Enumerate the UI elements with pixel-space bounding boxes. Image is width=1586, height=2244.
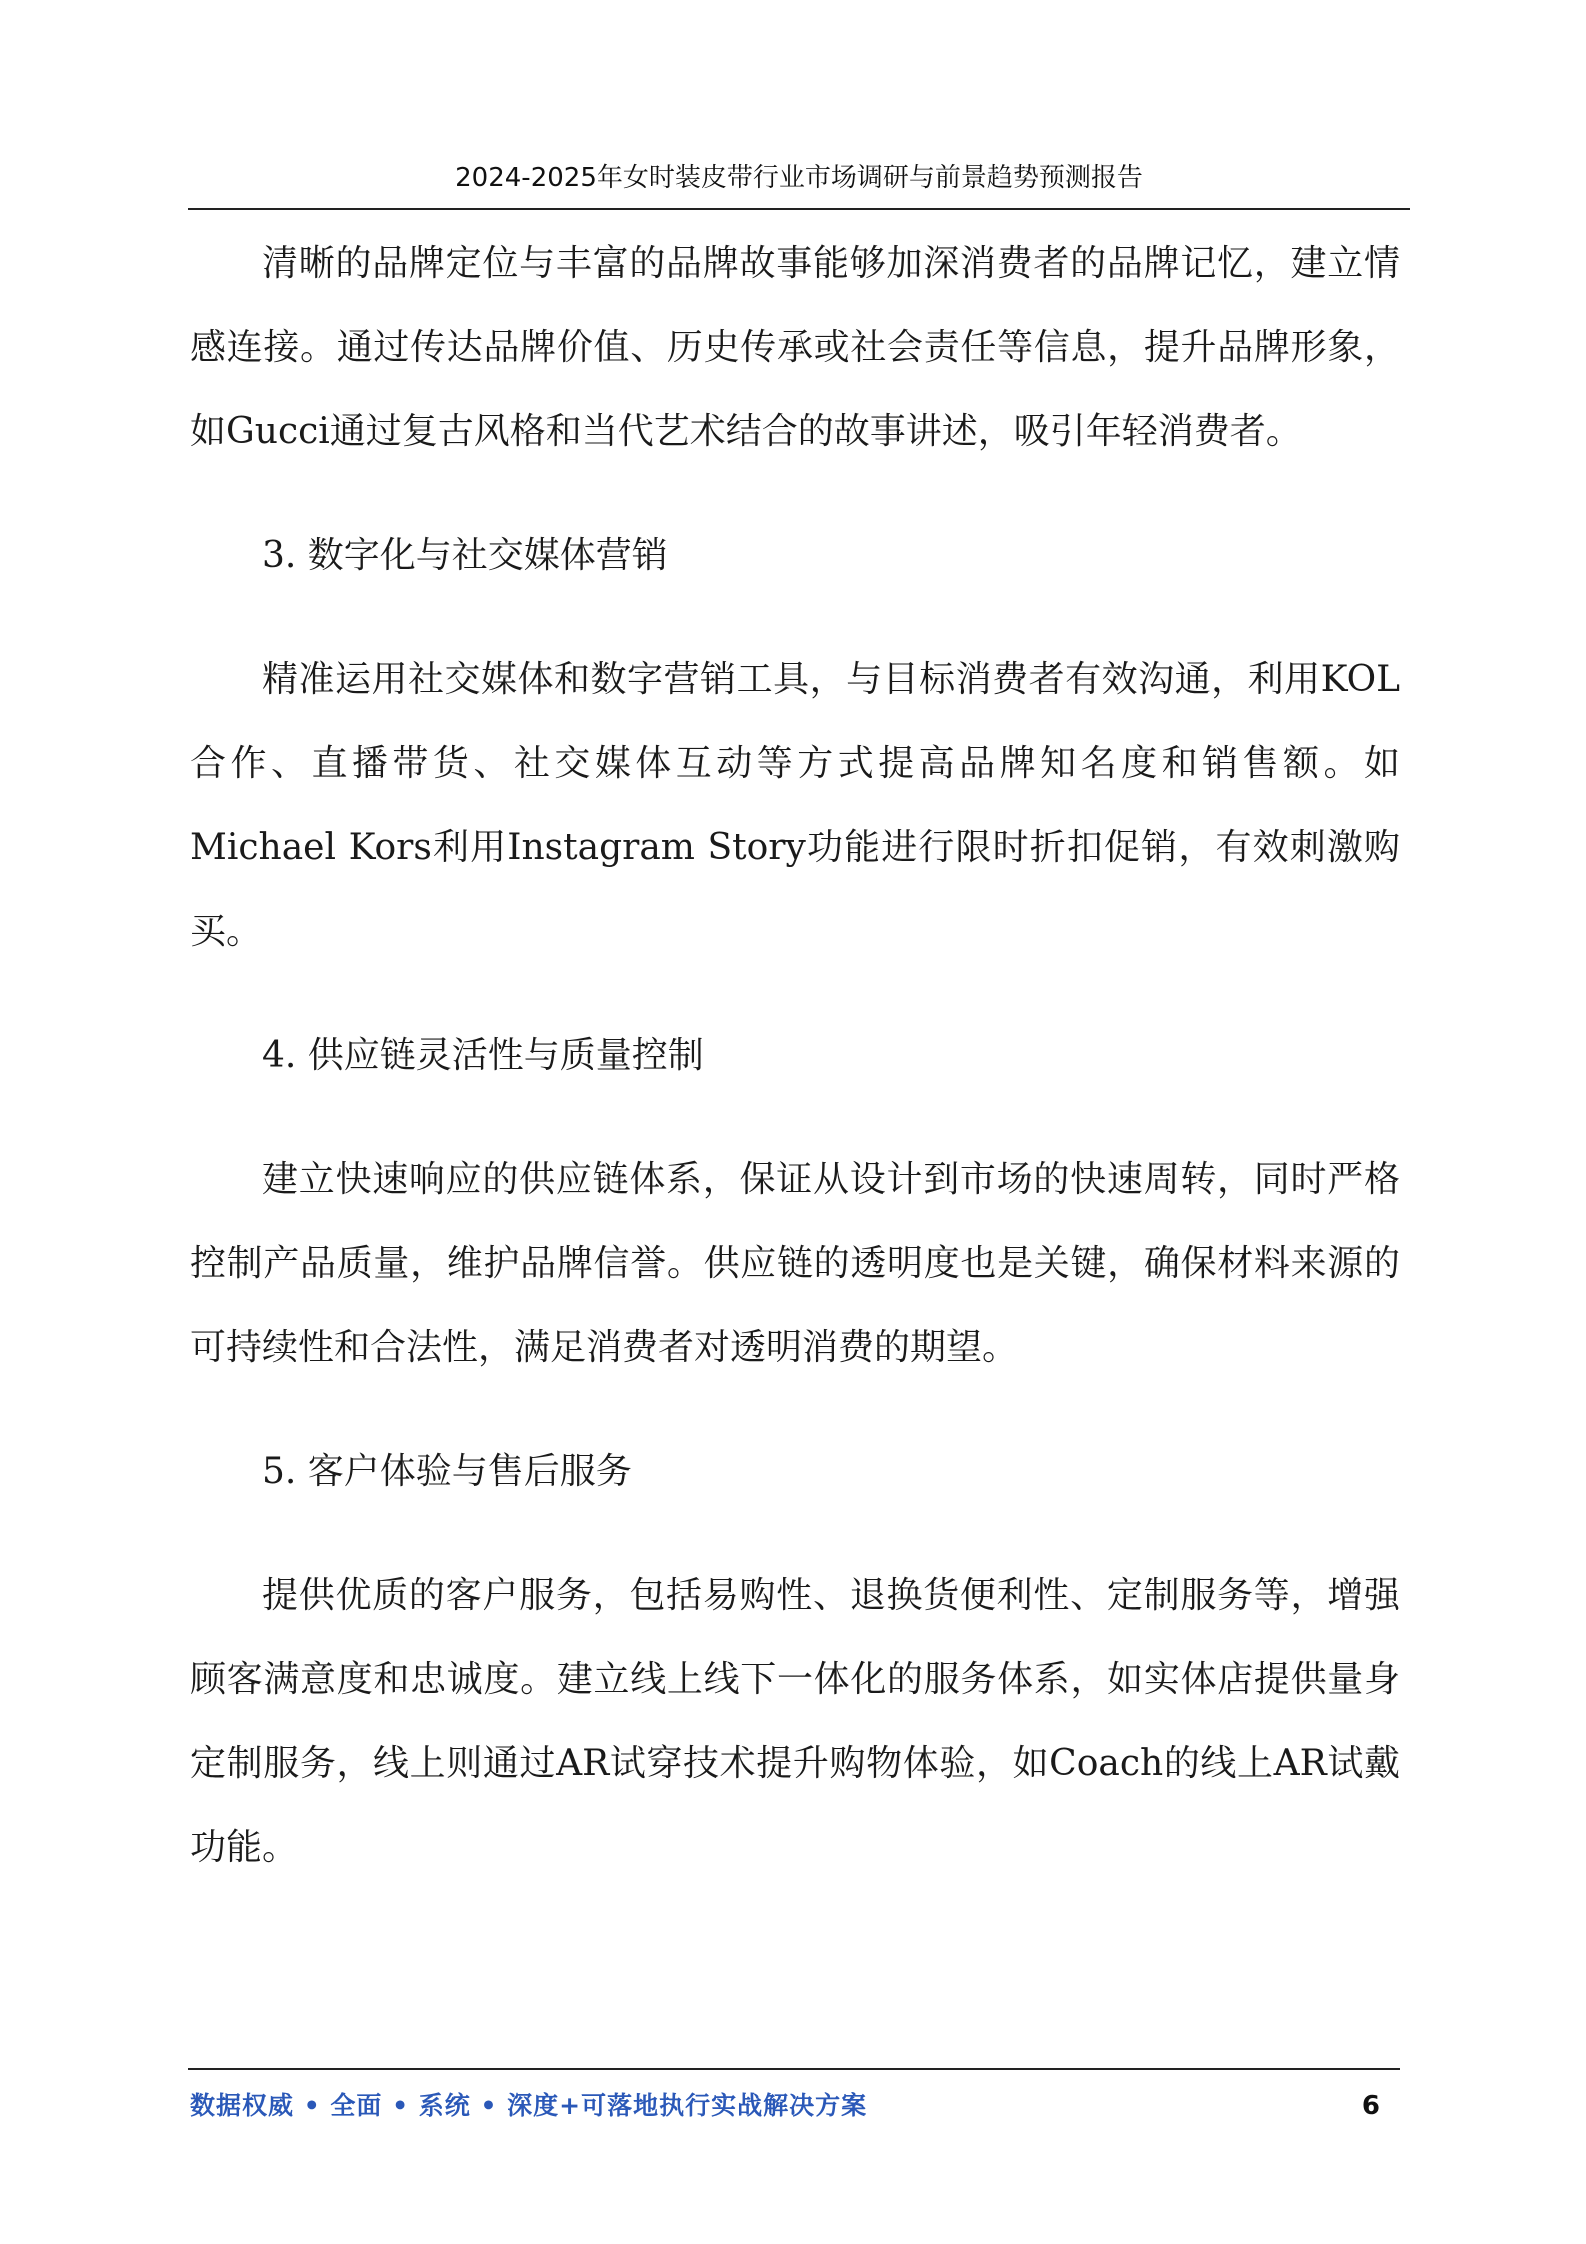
header-divider [188,208,1410,210]
section-heading-digital-marketing: 3. 数字化与社交媒体营销 [262,535,668,576]
paragraph-digital-marketing: 精准运用社交媒体和数字营销工具，与目标消费者有效沟通，利用KOL合作、直播带货、社交媒体互动等方式提高品牌知名度和销售额。如Michael Kors利用Instagram Story功能进行限时折扣促销，有效刺激购买。 [190,659,1400,952]
paragraph-supply-chain: 建立快速响应的供应链体系，保证从设计到市场的快速周转，同时严格控制产品质量，维护品牌信誉。供应链的透明度也是关键，确保材料来源的可持续性和合法性，满足消费者对透明消费的期望。 [190,1159,1400,1368]
paragraph-brand-story: 清晰的品牌定位与丰富的品牌故事能够加深消费者的品牌记忆，建立情感连接。通过传达品牌价值、历史传承或社会责任等信息，提升品牌形象，如Gucci通过复古风格和当代艺术结合的故事讲述，吸引年轻消费者。 [190,243,1400,452]
document-body [190,222,1400,1890]
page-number: 6 [1361,2091,1380,2121]
footer-slogan: 数据权威 • 全面 • 系统 • 深度+可落地执行实战解决方案 [190,2091,868,2120]
section-heading-customer-service: 5. 客户体验与售后服务 [262,1451,632,1492]
section-heading-supply-chain: 4. 供应链灵活性与质量控制 [262,1035,704,1076]
footer-divider [188,2068,1400,2070]
paragraph-customer-service: 提供优质的客户服务，包括易购性、退换货便利性、定制服务等，增强顾客满意度和忠诚度。建立线上线下一体化的服务体系，如实体店提供量身定制服务，线上则通过AR试穿技术提升购物体验，如Coach的线上AR试戴功能。 [190,1575,1400,1868]
page-header-title: 2024-2025年女时装皮带行业市场调研与前景趋势预测报告 [455,163,1143,193]
